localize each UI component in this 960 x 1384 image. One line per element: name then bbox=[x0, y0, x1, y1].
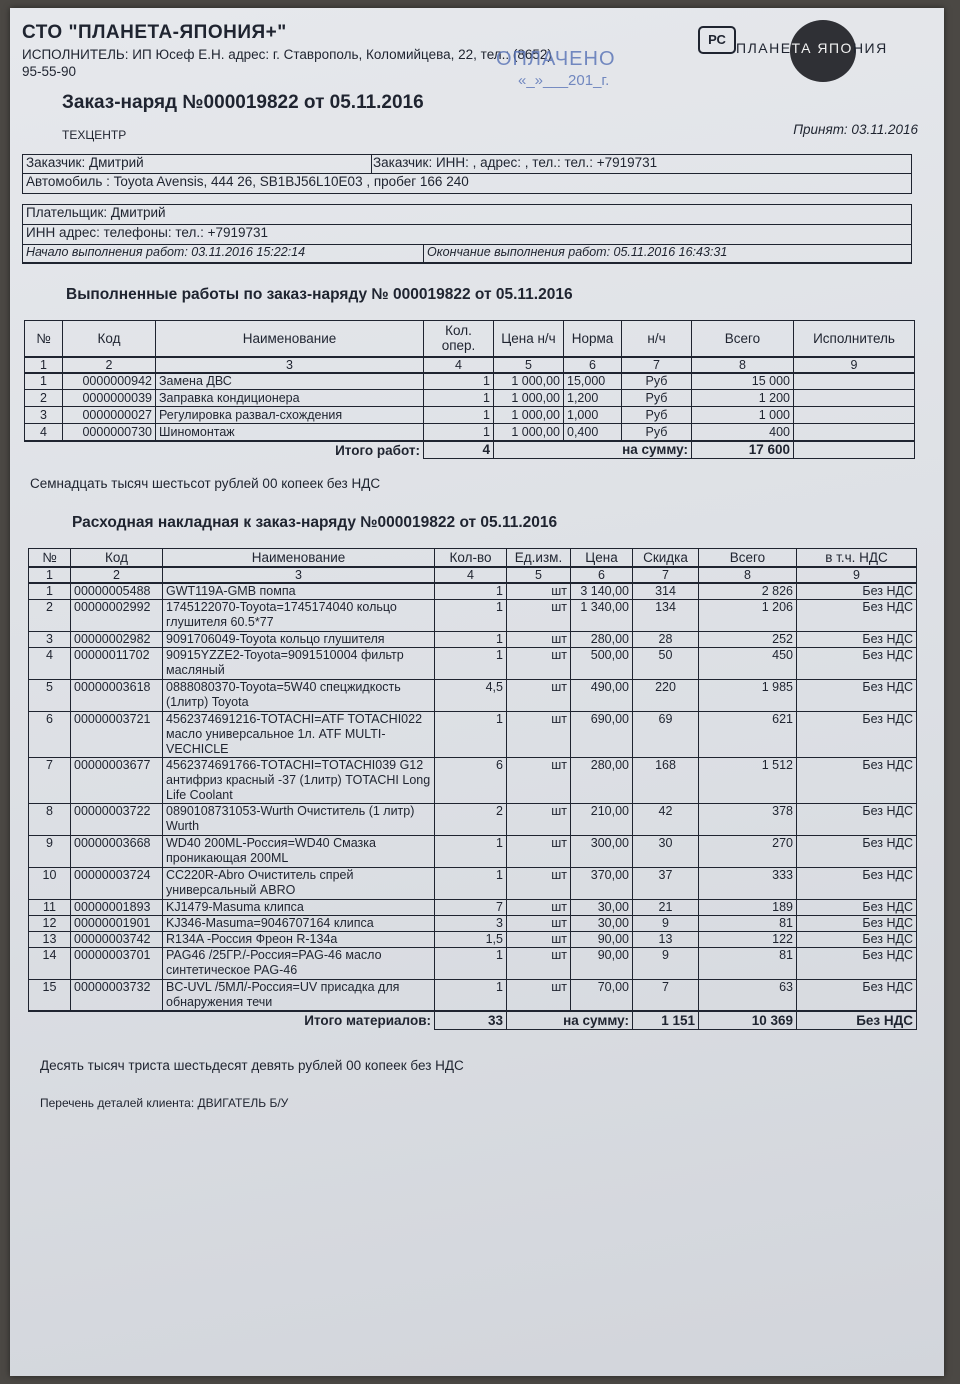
col-number: 6 bbox=[564, 357, 622, 373]
cell-price: 500,00 bbox=[571, 647, 633, 679]
cell-qty: 1 bbox=[435, 631, 507, 647]
cell-n: 7 bbox=[29, 757, 71, 803]
cell-total: 252 bbox=[699, 631, 797, 647]
materials-col-name: Наименование bbox=[163, 549, 435, 567]
cell-name: PAG46 /25ГР./-Россия=PAG-46 масло синтетическое PAG-46 bbox=[163, 947, 435, 979]
works-table bbox=[24, 320, 915, 459]
cell-discount: 314 bbox=[633, 583, 699, 600]
cell-code: 0000000027 bbox=[63, 407, 156, 424]
materials-total-vat: Без НДС bbox=[797, 1011, 917, 1029]
cell-discount: 13 bbox=[633, 931, 699, 947]
cell-total: 1 000 bbox=[692, 407, 794, 424]
cell-n: 3 bbox=[25, 407, 63, 424]
col-number: 2 bbox=[71, 567, 163, 583]
cell-unit: шт bbox=[507, 979, 571, 1011]
cell-vat: Без НДС bbox=[797, 631, 917, 647]
cell-code: 00000003677 bbox=[71, 757, 163, 803]
cell-code: 00000003724 bbox=[71, 867, 163, 899]
cell-total: 1 200 bbox=[692, 390, 794, 407]
table-row bbox=[29, 711, 917, 757]
cell-unit: шт bbox=[507, 711, 571, 757]
col-number: 5 bbox=[494, 357, 564, 373]
cell-code: 0000000942 bbox=[63, 373, 156, 390]
cell-n: 1 bbox=[29, 583, 71, 600]
materials-col-qty: Кол-во bbox=[435, 549, 507, 567]
cell-price: 70,00 bbox=[571, 979, 633, 1011]
cell-unit: шт bbox=[507, 899, 571, 915]
cell-executor bbox=[794, 424, 915, 441]
works-col-unit: н/ч bbox=[622, 321, 692, 357]
cell-code: 0000000039 bbox=[63, 390, 156, 407]
cell-qty: 1 bbox=[435, 835, 507, 867]
cell-qty: 1 bbox=[435, 583, 507, 600]
customer-details: Заказчик: ИНН: , адрес: , тел.: тел.: +7919731 bbox=[373, 155, 658, 170]
materials-table bbox=[28, 548, 917, 1030]
cell-vat: Без НДС bbox=[797, 583, 917, 600]
cell-qty: 1 bbox=[435, 647, 507, 679]
table-row bbox=[29, 647, 917, 679]
payer-box bbox=[22, 204, 912, 264]
table-row bbox=[29, 931, 917, 947]
works-col-n: № bbox=[25, 321, 63, 357]
col-number: 7 bbox=[622, 357, 692, 373]
cell-n: 5 bbox=[29, 679, 71, 711]
cell-name: Замена ДВС bbox=[156, 373, 424, 390]
cell-price: 490,00 bbox=[571, 679, 633, 711]
cell-n: 10 bbox=[29, 867, 71, 899]
cell-executor bbox=[794, 373, 915, 390]
executor-line-1: ИСПОЛНИТЕЛЬ: ИП Юсеф Е.Н. адрес: г. Ставрополь, Коломийцева, 22, тел.: (8652) bbox=[22, 47, 552, 62]
cell-qty: 1 bbox=[435, 711, 507, 757]
certification-icon: РС bbox=[698, 26, 736, 54]
materials-sum-label: на сумму: bbox=[507, 1011, 633, 1029]
table-row bbox=[25, 407, 915, 424]
works-sum-value: 17 600 bbox=[692, 441, 794, 459]
cell-code: 00000003701 bbox=[71, 947, 163, 979]
cell-discount: 37 bbox=[633, 867, 699, 899]
table-row bbox=[25, 390, 915, 407]
company-name: СТО "ПЛАНЕТА-ЯПОНИЯ+" bbox=[22, 22, 287, 43]
cell-code: 00000005488 bbox=[71, 583, 163, 600]
cell-price: 690,00 bbox=[571, 711, 633, 757]
cell-total: 450 bbox=[699, 647, 797, 679]
cell-name: 4562374691766-TOTACHI=TOTACHI039 G12 антифриз красный -37 (1литр) TOTACHI Long Life Coolant bbox=[163, 757, 435, 803]
cell-vat: Без НДС bbox=[797, 599, 917, 631]
cell-vat: Без НДС bbox=[797, 979, 917, 1011]
cell-name: 4562374691216-TOTACHI=ATF TOTACHI022 масло универсальное 1л. ATF MULTI-VECHICLE bbox=[163, 711, 435, 757]
cell-unit: шт bbox=[507, 947, 571, 979]
cell-price: 300,00 bbox=[571, 835, 633, 867]
cell-discount: 30 bbox=[633, 835, 699, 867]
cell-price: 30,00 bbox=[571, 899, 633, 915]
cell-n: 2 bbox=[25, 390, 63, 407]
table-row bbox=[29, 679, 917, 711]
materials-col-discount: Скидка bbox=[633, 549, 699, 567]
cell-norm: 1,000 bbox=[564, 407, 622, 424]
materials-total-discount: 1 151 bbox=[633, 1011, 699, 1029]
works-sum-label: на сумму: bbox=[494, 441, 692, 459]
works-col-code: Код bbox=[63, 321, 156, 357]
cell-code: 0000000730 bbox=[63, 424, 156, 441]
table-row bbox=[25, 424, 915, 441]
cell-total: 15 000 bbox=[692, 373, 794, 390]
cell-n: 8 bbox=[29, 803, 71, 835]
table-row bbox=[29, 599, 917, 631]
materials-total-row bbox=[29, 1011, 917, 1029]
company-logo-text bbox=[736, 40, 888, 56]
materials-total-label: Итого материалов: bbox=[71, 1011, 435, 1029]
cell-unit: шт bbox=[507, 583, 571, 600]
cell-vat: Без НДС bbox=[797, 647, 917, 679]
cell-name: WD40 200ML-Россия=WD40 Смазка проникающая 200ML bbox=[163, 835, 435, 867]
cell-price: 1 340,00 bbox=[571, 599, 633, 631]
col-number: 7 bbox=[633, 567, 699, 583]
cell-vat: Без НДС bbox=[797, 899, 917, 915]
cell-price: 280,00 bbox=[571, 631, 633, 647]
works-total-label: Итого работ: bbox=[63, 441, 424, 459]
materials-col-unit: Ед.изм. bbox=[507, 549, 571, 567]
cell-total: 122 bbox=[699, 931, 797, 947]
cell-vat: Без НДС bbox=[797, 947, 917, 979]
cell-unit: Руб bbox=[622, 407, 692, 424]
cell-total: 400 bbox=[692, 424, 794, 441]
cell-total: 189 bbox=[699, 899, 797, 915]
cell-n: 9 bbox=[29, 835, 71, 867]
table-row bbox=[29, 947, 917, 979]
cell-vat: Без НДС bbox=[797, 835, 917, 867]
col-number: 3 bbox=[156, 357, 424, 373]
order-title: Заказ-наряд №000019822 от 05.11.2016 bbox=[62, 92, 424, 113]
cell-unit: шт bbox=[507, 867, 571, 899]
cell-n: 2 bbox=[29, 599, 71, 631]
cell-code: 00000002992 bbox=[71, 599, 163, 631]
materials-sum-in-words: Десять тысяч триста шестьдесят девять рублей 00 копеек без НДС bbox=[40, 1058, 464, 1073]
cell-qty: 1,5 bbox=[435, 931, 507, 947]
work-end: Окончание выполнения работ: 05.11.2016 16:43:31 bbox=[427, 245, 728, 259]
works-total-qty: 4 bbox=[424, 441, 494, 459]
cell-unit: шт bbox=[507, 631, 571, 647]
cell-total: 1 985 bbox=[699, 679, 797, 711]
table-row bbox=[29, 835, 917, 867]
cell-qty: 3 bbox=[435, 915, 507, 931]
cell-discount: 168 bbox=[633, 757, 699, 803]
works-sum-in-words: Семнадцать тысяч шестьсот рублей 00 копеек без НДС bbox=[30, 476, 381, 491]
works-col-executor: Исполнитель bbox=[794, 321, 915, 357]
cell-price: 1 000,00 bbox=[494, 390, 564, 407]
payer-name: Плательщик: Дмитрий bbox=[23, 205, 911, 225]
cell-name: KJ1479-Masuma клипса bbox=[163, 899, 435, 915]
cell-unit: шт bbox=[507, 647, 571, 679]
cell-n: 1 bbox=[25, 373, 63, 390]
cell-n: 12 bbox=[29, 915, 71, 931]
accepted-date: Принят: 03.11.2016 bbox=[793, 122, 918, 137]
cell-price: 1 000,00 bbox=[494, 407, 564, 424]
cell-price: 280,00 bbox=[571, 757, 633, 803]
cell-qty: 4,5 bbox=[435, 679, 507, 711]
cell-name: KJ346-Masuma=9046707164 клипса bbox=[163, 915, 435, 931]
cell-code: 00000003618 bbox=[71, 679, 163, 711]
cell-executor bbox=[794, 390, 915, 407]
cell-discount: 69 bbox=[633, 711, 699, 757]
cell-name: 0890108731053-Wurth Очиститель (1 литр) Wurth bbox=[163, 803, 435, 835]
cell-code: 00000001893 bbox=[71, 899, 163, 915]
materials-total-spacer bbox=[29, 1011, 71, 1029]
col-number: 8 bbox=[692, 357, 794, 373]
cell-total: 333 bbox=[699, 867, 797, 899]
cell-n: 11 bbox=[29, 899, 71, 915]
cell-n: 4 bbox=[29, 647, 71, 679]
logo-part-2: ТА ЯПО bbox=[791, 40, 853, 56]
table-row bbox=[29, 583, 917, 600]
works-col-qty: Кол. опер. bbox=[424, 321, 494, 357]
cell-name: GWT119A-GMB помпа bbox=[163, 583, 435, 600]
materials-numbers-row bbox=[29, 567, 917, 583]
col-number: 4 bbox=[424, 357, 494, 373]
customer-row bbox=[23, 155, 911, 174]
cell-unit: шт bbox=[507, 835, 571, 867]
col-number: 9 bbox=[794, 357, 915, 373]
period-divider bbox=[423, 245, 424, 263]
works-header-row bbox=[25, 321, 915, 357]
document-sheet bbox=[10, 8, 944, 1376]
cell-name: BC-UVL /5МЛ/-Россия=UV присадка для обнаружения течи bbox=[163, 979, 435, 1011]
materials-col-price: Цена bbox=[571, 549, 633, 567]
works-col-total: Всего bbox=[692, 321, 794, 357]
cell-name: 0888080370-Toyota=5W40 спецжидкость (1литр) Toyota bbox=[163, 679, 435, 711]
cell-price: 1 000,00 bbox=[494, 424, 564, 441]
materials-sum-value: 10 369 bbox=[699, 1011, 797, 1029]
logo-part-3: НИЯ bbox=[852, 40, 888, 56]
cell-code: 00000002982 bbox=[71, 631, 163, 647]
col-number: 2 bbox=[63, 357, 156, 373]
cell-code: 00000001901 bbox=[71, 915, 163, 931]
cell-n: 15 bbox=[29, 979, 71, 1011]
cell-qty: 1 bbox=[435, 979, 507, 1011]
cell-unit: шт bbox=[507, 757, 571, 803]
works-col-name: Наименование bbox=[156, 321, 424, 357]
work-start: Начало выполнения работ: 03.11.2016 15:22:14 bbox=[26, 245, 306, 259]
materials-col-total: Всего bbox=[699, 549, 797, 567]
cell-total: 2 826 bbox=[699, 583, 797, 600]
cell-total: 378 bbox=[699, 803, 797, 835]
executor-line-2: 95-55-90 bbox=[22, 64, 77, 79]
work-period-row bbox=[23, 245, 911, 263]
cell-n: 13 bbox=[29, 931, 71, 947]
cell-qty: 1 bbox=[424, 373, 494, 390]
cell-name: Шиномонтаж bbox=[156, 424, 424, 441]
works-col-price: Цена н/ч bbox=[494, 321, 564, 357]
cell-qty: 1 bbox=[424, 390, 494, 407]
cell-vat: Без НДС bbox=[797, 711, 917, 757]
cell-discount: 21 bbox=[633, 899, 699, 915]
materials-total-qty: 33 bbox=[435, 1011, 507, 1029]
cell-name: R134A -Россия Фреон R-134a bbox=[163, 931, 435, 947]
materials-col-vat: в т.ч. НДС bbox=[797, 549, 917, 567]
col-number: 6 bbox=[571, 567, 633, 583]
works-title: Выполненные работы по заказ-наряду № 000019822 от 05.11.2016 bbox=[66, 286, 573, 303]
cell-price: 90,00 bbox=[571, 931, 633, 947]
cell-code: 00000003732 bbox=[71, 979, 163, 1011]
cell-qty: 1 bbox=[435, 867, 507, 899]
cell-unit: шт bbox=[507, 915, 571, 931]
cell-unit: шт bbox=[507, 599, 571, 631]
cell-vat: Без НДС bbox=[797, 679, 917, 711]
works-body bbox=[25, 373, 915, 441]
table-row bbox=[29, 867, 917, 899]
table-row bbox=[29, 757, 917, 803]
cell-price: 3 140,00 bbox=[571, 583, 633, 600]
cell-discount: 7 bbox=[633, 979, 699, 1011]
cell-discount: 220 bbox=[633, 679, 699, 711]
col-number: 1 bbox=[29, 567, 71, 583]
table-row bbox=[29, 899, 917, 915]
works-total-empty bbox=[794, 441, 915, 459]
works-total-spacer bbox=[25, 441, 63, 459]
cell-unit: Руб bbox=[622, 424, 692, 441]
works-col-norm: Норма bbox=[564, 321, 622, 357]
cell-code: 00000003721 bbox=[71, 711, 163, 757]
materials-body bbox=[29, 583, 917, 1012]
client-parts-list: Перечень деталей клиента: ДВИГАТЕЛЬ Б/У bbox=[40, 1096, 289, 1110]
cell-code: 00000011702 bbox=[71, 647, 163, 679]
materials-col-n: № bbox=[29, 549, 71, 567]
cell-n: 3 bbox=[29, 631, 71, 647]
table-row bbox=[25, 373, 915, 390]
works-total-row bbox=[25, 441, 915, 459]
cell-norm: 1,200 bbox=[564, 390, 622, 407]
table-row bbox=[29, 803, 917, 835]
col-number: 9 bbox=[797, 567, 917, 583]
department-label: ТЕХЦЕНТР bbox=[62, 128, 127, 142]
cell-code: 00000003722 bbox=[71, 803, 163, 835]
cell-discount: 42 bbox=[633, 803, 699, 835]
works-numbers-row bbox=[25, 357, 915, 373]
cell-n: 6 bbox=[29, 711, 71, 757]
table-row bbox=[29, 979, 917, 1011]
customer-name: Заказчик: Дмитрий bbox=[26, 155, 144, 170]
cell-vat: Без НДС bbox=[797, 931, 917, 947]
cell-total: 621 bbox=[699, 711, 797, 757]
cell-total: 1 512 bbox=[699, 757, 797, 803]
vehicle-info: Автомобиль : Toyota Avensis, 444 26, SB1BJ56L10E03 , пробег 166 240 bbox=[26, 174, 469, 189]
col-number: 5 bbox=[507, 567, 571, 583]
cell-qty: 1 bbox=[435, 947, 507, 979]
paid-stamp-date: «_»___201_г. bbox=[518, 72, 610, 89]
cell-vat: Без НДС bbox=[797, 803, 917, 835]
payer-contacts: ИНН адрес: телефоны: тел.: +7919731 bbox=[23, 225, 911, 245]
table-row bbox=[29, 631, 917, 647]
materials-header-row bbox=[29, 549, 917, 567]
cell-qty: 2 bbox=[435, 803, 507, 835]
cell-qty: 1 bbox=[435, 599, 507, 631]
cell-price: 370,00 bbox=[571, 867, 633, 899]
col-number: 1 bbox=[25, 357, 63, 373]
cell-unit: Руб bbox=[622, 373, 692, 390]
cell-name: 90915YZZE2-Toyota=9091510004 фильтр масляный bbox=[163, 647, 435, 679]
cell-name: 9091706049-Toyota кольцо глушителя bbox=[163, 631, 435, 647]
cell-unit: шт bbox=[507, 679, 571, 711]
cell-price: 90,00 bbox=[571, 947, 633, 979]
cell-price: 210,00 bbox=[571, 803, 633, 835]
cell-n: 4 bbox=[25, 424, 63, 441]
cell-vat: Без НДС bbox=[797, 867, 917, 899]
cell-name: 1745122070-Toyota=1745174040 кольцо глушителя 60.5*77 bbox=[163, 599, 435, 631]
cell-discount: 9 bbox=[633, 915, 699, 931]
cell-norm: 0,400 bbox=[564, 424, 622, 441]
cell-qty: 1 bbox=[424, 407, 494, 424]
cell-qty: 7 bbox=[435, 899, 507, 915]
cell-vat: Без НДС bbox=[797, 915, 917, 931]
cell-name: CC220R-Abro Очиститель спрей универсальный ABRO bbox=[163, 867, 435, 899]
cell-total: 81 bbox=[699, 915, 797, 931]
cell-discount: 134 bbox=[633, 599, 699, 631]
cell-total: 270 bbox=[699, 835, 797, 867]
col-number: 4 bbox=[435, 567, 507, 583]
cell-qty: 6 bbox=[435, 757, 507, 803]
customer-box bbox=[22, 154, 912, 194]
cell-total: 63 bbox=[699, 979, 797, 1011]
cell-price: 30,00 bbox=[571, 915, 633, 931]
cell-unit: Руб bbox=[622, 390, 692, 407]
cell-price: 1 000,00 bbox=[494, 373, 564, 390]
col-number: 3 bbox=[163, 567, 435, 583]
logo-part-1: ПЛАНЕ bbox=[736, 40, 792, 56]
cell-vat: Без НДС bbox=[797, 757, 917, 803]
cell-total: 1 206 bbox=[699, 599, 797, 631]
col-number: 8 bbox=[699, 567, 797, 583]
cell-code: 00000003668 bbox=[71, 835, 163, 867]
cell-unit: шт bbox=[507, 803, 571, 835]
paid-stamp: ОПЛАЧЕНО bbox=[496, 48, 616, 70]
cell-n: 14 bbox=[29, 947, 71, 979]
cell-discount: 28 bbox=[633, 631, 699, 647]
cell-code: 00000003742 bbox=[71, 931, 163, 947]
cell-norm: 15,000 bbox=[564, 373, 622, 390]
materials-col-code: Код bbox=[71, 549, 163, 567]
materials-title: Расходная накладная к заказ-наряду №000019822 от 05.11.2016 bbox=[72, 514, 558, 531]
cell-name: Регулировка развал-схождения bbox=[156, 407, 424, 424]
cell-name: Заправка кондиционера bbox=[156, 390, 424, 407]
cell-discount: 9 bbox=[633, 947, 699, 979]
table-row bbox=[29, 915, 917, 931]
cell-qty: 1 bbox=[424, 424, 494, 441]
customer-divider bbox=[371, 155, 372, 174]
cell-executor bbox=[794, 407, 915, 424]
cell-discount: 50 bbox=[633, 647, 699, 679]
cell-unit: шт bbox=[507, 931, 571, 947]
cell-total: 81 bbox=[699, 947, 797, 979]
